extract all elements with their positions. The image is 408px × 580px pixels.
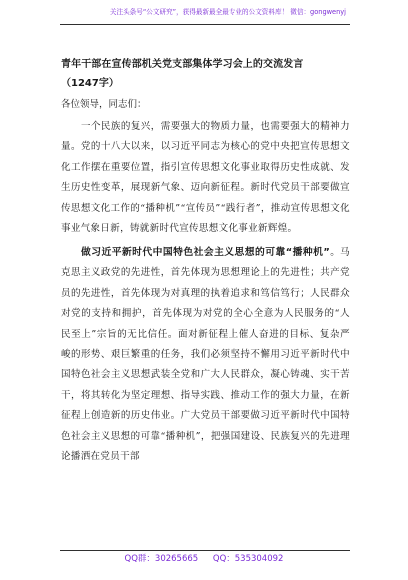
section-heading: 做习近平新时代中国特色社会主义思想的可靠“播种机” (81, 247, 331, 258)
header-notice: 关注头条号“公文研究”，获得最新最全最专业的公文资料库！ 微信：gongwenyj (109, 8, 346, 16)
salutation: 各位领导，同志们： (61, 99, 147, 110)
document-title: 青年干部在宣传部机关党支部集体学习会上的交流发言 (61, 59, 304, 70)
footer-divider (60, 550, 350, 551)
body-paragraph: 一个民族的复兴，需要强大的物质力量，也需要强大的精神力量。党的十八大以来，以习近平同志为核心的党中央把宣传思想文化工作摆在重要位置，指引宣传思想文化事业取得历史性成就、发生历史性变革，展现新气象、迈向新征程。新时代党员干部要做宣传思想文化工作的“播种机”“宣传员”“践行者”，推动宣传思想文化事业气象日新，铸就新时代宣传思想文化事业新辉煌。 (61, 121, 350, 235)
word-count: （1247字） (61, 78, 119, 89)
header-divider (60, 24, 350, 25)
paragraph-text: 。马克思主义政党的先进性，首先体现为思想理论上的先进性；共产党员的先进性，首先体现为对真理的执着追求和笃信笃行；人民群众对党的支持和拥护，首先体现为对党的全心全意为人民服务的“人民至上”宗旨的无比信任。面对新征程上催人奋进的目标、复杂严峻的形势、艰巨繁重的任务，我们必须坚持不懈用习近平新时代中国特色社会主义思想武装全党和广大人民群众，凝心铸魂、实干苦干，将其转化为坚定理想、指导实践、推动工作的强大力量，在新征程上创造新的历史伟业。广大党员干部要做习近平新时代中国特色社会主义思想的可靠“播种机”，把强国建设、民族复兴的先进理论播洒在党员干部 (61, 247, 350, 463)
body-paragraph (61, 243, 350, 467)
footer-contact (0, 553, 408, 565)
qq-text: QQ：535304092 (212, 554, 284, 564)
qq-group-text: QQ群：30265665 (124, 554, 199, 564)
